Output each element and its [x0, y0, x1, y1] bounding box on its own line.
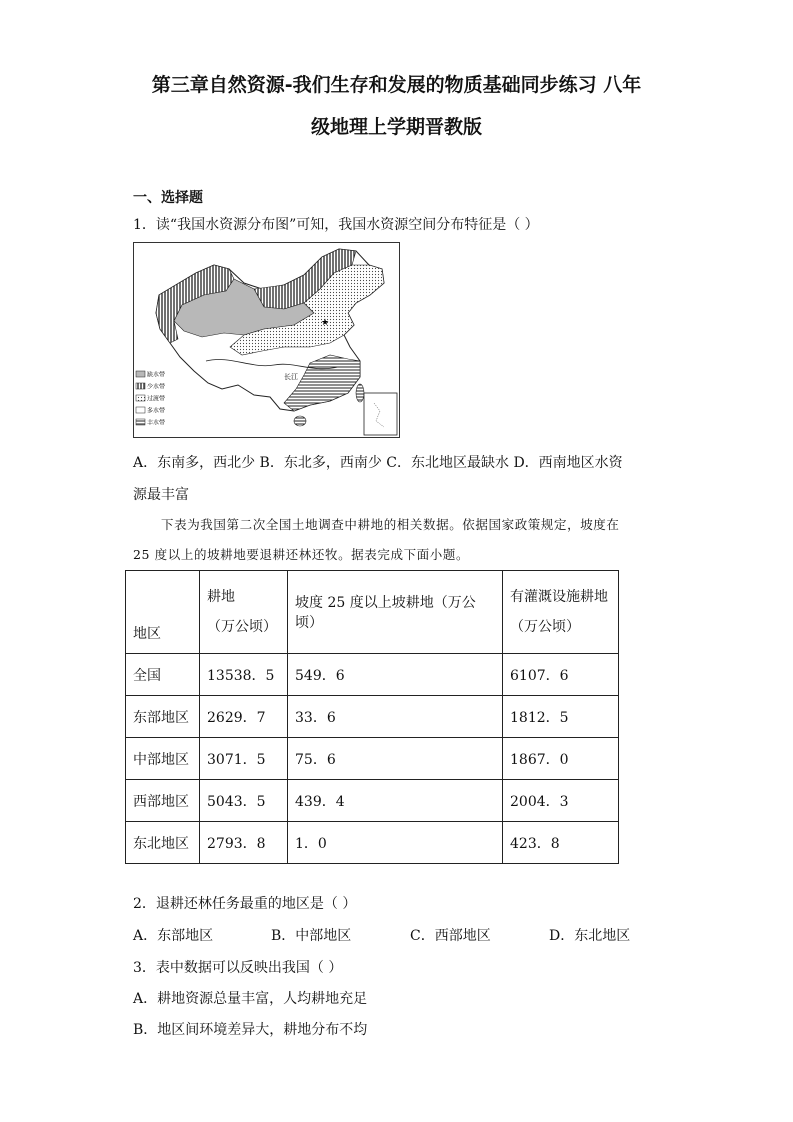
- south-sea-inset: [364, 393, 397, 435]
- question-2-option-b: B．中部地区: [271, 928, 352, 944]
- question-2-stem: 2．退耕还林任务最重的地区是（ ）: [133, 896, 357, 912]
- header-irrigated-line1: 有灌溉设施耕地: [510, 589, 608, 605]
- passage-line1: 下表为我国第二次全国土地调查中耕地的相关数据。依据国家政策规定，坡度在: [161, 517, 620, 532]
- cell-slope: 33．6: [288, 696, 503, 738]
- hainan: [294, 416, 306, 426]
- question-2-option-a: A．东部地区: [133, 928, 214, 944]
- map-legend: [136, 371, 165, 427]
- doc-title-line1: 第三章自然资源-我们生存和发展的物质基础同步练习 八年: [151, 74, 642, 96]
- table-row: [126, 654, 619, 696]
- header-region: 地区: [126, 571, 200, 654]
- cell-arable: 2629．7: [200, 696, 288, 738]
- question-1-options-line2: 源最丰富: [133, 487, 189, 503]
- cell-irrigated: 1812．5: [503, 696, 619, 738]
- cell-irrigated: 1867．0: [503, 738, 619, 780]
- table-row: [126, 738, 619, 780]
- cell-slope: 1．0: [288, 822, 503, 864]
- legend-item: 缺水带: [147, 371, 166, 379]
- taiwan: [356, 384, 364, 402]
- header-irrigated: [503, 571, 619, 654]
- header-irrigated-line2: （万公顷）: [510, 619, 580, 635]
- farmland-table: [125, 570, 619, 864]
- question-1-options-line1: A．东南多，西北少 B．东北多，西南少 C．东北地区最缺水 D．西南地区水资: [133, 455, 623, 471]
- cell-region: 东北地区: [126, 822, 200, 864]
- cell-arable: 13538．5: [200, 654, 288, 696]
- table-row: [126, 780, 619, 822]
- header-arable-line1: 耕地: [207, 589, 235, 605]
- doc-title-line2: 级地理上学期晋教版: [310, 116, 482, 138]
- cell-irrigated: 2004．3: [503, 780, 619, 822]
- cell-arable: 3071．5: [200, 738, 288, 780]
- capital-star-icon: ★: [321, 318, 330, 328]
- cell-arable: 5043．5: [200, 780, 288, 822]
- legend-item: 过渡带: [147, 395, 166, 403]
- question-1-stem: 1．读“我国水资源分布图”可知，我国水资源空间分布特征是（ ）: [133, 217, 539, 233]
- header-arable: [200, 571, 288, 654]
- cell-slope: 75．6: [288, 738, 503, 780]
- cell-slope: 549．6: [288, 654, 503, 696]
- table-row: [126, 696, 619, 738]
- passage-line2: 25 度以上的坡耕地要退耕还林还牧。据表完成下面小题。: [133, 547, 470, 562]
- cell-region: 全国: [126, 654, 200, 696]
- question-2-option-d: D．东北地区: [549, 928, 631, 944]
- table-row: [126, 822, 619, 864]
- question-2-option-c: C．西部地区: [410, 928, 491, 944]
- cell-irrigated: 6107．6: [503, 654, 619, 696]
- cell-region: 西部地区: [126, 780, 200, 822]
- river-label: 长江: [284, 373, 298, 381]
- cell-arable: 2793．8: [200, 822, 288, 864]
- legend-item: 多水带: [147, 407, 166, 415]
- header-arable-line2: （万公顷）: [207, 619, 277, 635]
- header-slope: 坡度 25 度以上坡耕地（万公顷）: [288, 571, 503, 654]
- legend-item: 丰水带: [147, 419, 166, 427]
- question-3-option-b: B．地区间环境差异大，耕地分布不均: [133, 1022, 368, 1038]
- water-resource-map: [133, 242, 400, 438]
- legend-item: 少水带: [147, 383, 166, 391]
- question-3-option-a: A．耕地资源总量丰富，人均耕地充足: [133, 991, 368, 1007]
- question-3-stem: 3．表中数据可以反映出我国（ ）: [133, 960, 343, 976]
- cell-irrigated: 423．8: [503, 822, 619, 864]
- section-heading: 一、选择题: [133, 190, 203, 206]
- table-header-row: [126, 571, 619, 654]
- cell-slope: 439．4: [288, 780, 503, 822]
- cell-region: 东部地区: [126, 696, 200, 738]
- cell-region: 中部地区: [126, 738, 200, 780]
